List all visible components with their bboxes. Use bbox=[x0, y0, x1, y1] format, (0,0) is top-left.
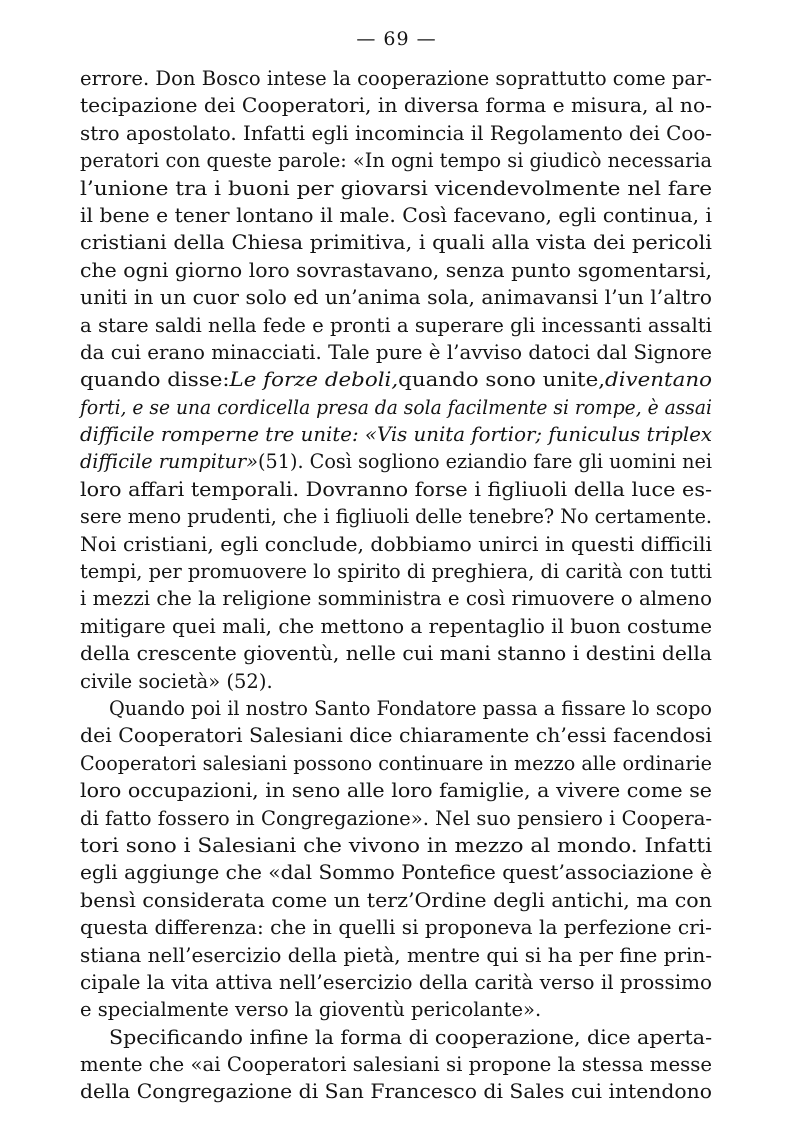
text-segment: egli aggiunge che «dal Sommo Pontefice quest’associazione è bbox=[80, 861, 713, 885]
text-line bbox=[0, 448, 793, 475]
text-line-content bbox=[80, 202, 712, 229]
text-line bbox=[0, 92, 793, 119]
text-segment: quando sono unite, bbox=[398, 368, 606, 392]
text-line bbox=[0, 1024, 793, 1051]
text-line bbox=[0, 969, 793, 996]
text-line-content bbox=[80, 942, 712, 969]
text-segment: loro occupazioni, in seno alle loro famiglie, a vivere come se bbox=[80, 779, 713, 803]
text-line bbox=[0, 914, 793, 941]
text-line bbox=[0, 996, 793, 1023]
text-line-content bbox=[80, 1078, 712, 1105]
text-line bbox=[0, 640, 793, 667]
text-line-content bbox=[80, 120, 712, 147]
text-line-content bbox=[80, 339, 712, 366]
text-segment: civile società» (52). bbox=[80, 669, 273, 693]
body-text bbox=[0, 65, 793, 1106]
text-line-content bbox=[80, 996, 541, 1023]
text-line-content bbox=[80, 1051, 712, 1078]
text-line-content bbox=[80, 503, 712, 530]
text-segment: e specialmente verso la gioventù pericolante». bbox=[80, 998, 542, 1022]
page-number: — 69 — bbox=[356, 28, 437, 50]
text-line-content bbox=[80, 312, 712, 339]
text-line-content bbox=[80, 476, 712, 503]
text-line bbox=[0, 229, 793, 256]
text-line bbox=[0, 558, 793, 585]
text-line bbox=[0, 722, 793, 749]
text-segment: tori sono i Salesiani che vivono in mezzo al mondo. Infatti bbox=[80, 833, 713, 857]
text-segment: loro affari temporali. Dovranno forse i figliuoli della luce es- bbox=[80, 477, 712, 501]
text-segment: uniti in un cuor solo ed un’anima sola, animavansi l’un l’altro bbox=[80, 286, 713, 310]
text-line-content bbox=[80, 887, 712, 914]
text-line-content bbox=[80, 257, 712, 284]
text-line bbox=[0, 695, 793, 722]
italic-segment: forti, e se una cordicella presa da sola facilmente si rompe, è assai bbox=[80, 395, 713, 419]
text-segment: sere meno prudenti, che i figliuoli delle tenebre? No certamente. bbox=[80, 505, 713, 529]
text-line-content bbox=[80, 722, 712, 749]
text-line bbox=[0, 750, 793, 777]
text-line bbox=[0, 613, 793, 640]
text-line-content bbox=[109, 1024, 712, 1051]
text-segment: il bene e tener lontano il male. Così facevano, egli continua, i bbox=[80, 203, 713, 227]
italic-segment: difficile romperne tre unite: «Vis unita fortior; funiculus triplex bbox=[80, 423, 713, 447]
text-line bbox=[0, 476, 793, 503]
text-line-content bbox=[80, 531, 712, 558]
text-line-content bbox=[80, 65, 712, 92]
text-line bbox=[0, 366, 793, 393]
text-line bbox=[0, 339, 793, 366]
text-line-content bbox=[80, 750, 712, 777]
text-line bbox=[0, 120, 793, 147]
text-segment: a stare saldi nella fede e pronti a superare gli incessanti assalti bbox=[80, 313, 712, 337]
text-line bbox=[0, 859, 793, 886]
text-line-content bbox=[80, 558, 712, 585]
text-line-content bbox=[80, 284, 712, 311]
text-line-content bbox=[80, 668, 273, 695]
text-line bbox=[0, 65, 793, 92]
text-line-content bbox=[80, 92, 712, 119]
text-line-content bbox=[80, 147, 712, 174]
text-line-content bbox=[80, 585, 712, 612]
italic-segment: difficile rumpitur» bbox=[80, 450, 259, 474]
text-line-content bbox=[80, 366, 712, 393]
text-line bbox=[0, 394, 793, 421]
text-line-content bbox=[80, 229, 712, 256]
text-line-content bbox=[80, 421, 712, 448]
text-line-content bbox=[80, 859, 712, 886]
text-line-content bbox=[80, 640, 712, 667]
italic-segment: diventano bbox=[605, 368, 712, 392]
text-segment: errore. Don Bosco intese la cooperazione soprattutto come par- bbox=[80, 67, 713, 90]
text-segment: (51). Così sogliono eziandio fare gli uomini nei bbox=[258, 450, 713, 474]
text-segment: cristiani della Chiesa primitiva, i quali alla vista dei pericoli bbox=[80, 231, 712, 255]
text-segment: di fatto fossero in Congregazione». Nel suo pensiero i Coopera- bbox=[80, 806, 713, 830]
text-line bbox=[0, 805, 793, 832]
text-segment: Quando poi il nostro Santo Fondatore passa a fissare lo scopo bbox=[109, 696, 713, 720]
text-line bbox=[0, 202, 793, 229]
text-line bbox=[0, 147, 793, 174]
italic-segment: Le forze deboli, bbox=[229, 368, 399, 392]
text-segment: cipale la vita attiva nell’esercizio della carità verso il prossimo bbox=[80, 970, 713, 994]
text-segment: da cui erano minacciati. Tale pure è l’avviso datoci dal Signore bbox=[80, 340, 712, 364]
text-line bbox=[0, 585, 793, 612]
text-segment: mitigare quei mali, che mettono a repentaglio il buon costume bbox=[80, 614, 713, 638]
text-line bbox=[0, 1078, 793, 1105]
text-line bbox=[0, 257, 793, 284]
text-line bbox=[0, 531, 793, 558]
text-line bbox=[0, 777, 793, 804]
text-line-content bbox=[80, 175, 712, 202]
text-segment: Noi cristiani, egli conclude, dobbiamo unirci in questi difficili bbox=[80, 532, 713, 556]
text-line-content bbox=[80, 448, 712, 475]
text-segment: Specificando infine la forma di cooperazione, dice aperta- bbox=[109, 1025, 713, 1049]
text-line-content bbox=[80, 777, 712, 804]
text-line bbox=[0, 832, 793, 859]
text-line bbox=[0, 503, 793, 530]
text-segment: che ogni giorno loro sovrastavano, senza punto sgomentarsi, bbox=[80, 258, 713, 282]
text-line-content bbox=[80, 613, 712, 640]
text-segment: bensì considerata come un terz’Ordine degli antichi, ma con bbox=[80, 888, 712, 912]
text-segment: stro apostolato. Infatti egli incomincia il Regolamento dei Coo- bbox=[80, 121, 712, 145]
text-segment: Cooperatori salesiani possono continuare in mezzo alle ordinarie bbox=[80, 751, 712, 775]
text-line-content bbox=[80, 969, 712, 996]
text-line-content bbox=[80, 394, 712, 421]
text-line bbox=[0, 668, 793, 695]
text-segment: della crescente gioventù, nelle cui mani stanno i destini della bbox=[80, 642, 713, 666]
text-segment: questa differenza: che in quelli si proponeva la perfezione cri- bbox=[80, 916, 712, 940]
text-segment: i mezzi che la religione somministra e così rimuovere o almeno bbox=[80, 587, 713, 611]
text-segment: stiana nell’esercizio della pietà, mentre qui si ha per fine prin- bbox=[80, 943, 713, 967]
text-segment: tecipazione dei Cooperatori, in diversa forma e misura, al no- bbox=[80, 94, 713, 118]
text-line bbox=[0, 887, 793, 914]
text-segment: quando disse: bbox=[80, 368, 230, 392]
text-line bbox=[0, 421, 793, 448]
text-line bbox=[0, 284, 793, 311]
text-line bbox=[0, 1051, 793, 1078]
text-segment: l’unione tra i buoni per giovarsi vicendevolmente nel fare bbox=[80, 176, 713, 200]
text-segment: mente che «ai Cooperatori salesiani si propone la stessa messe bbox=[80, 1053, 712, 1077]
text-line-content bbox=[80, 805, 712, 832]
text-segment: della Congregazione di San Francesco di Sales cui intendono bbox=[80, 1080, 713, 1104]
text-line-content bbox=[80, 832, 712, 859]
text-segment: tempi, per promuovere lo spirito di preghiera, di carità con tutti bbox=[80, 560, 712, 584]
text-line-content bbox=[80, 914, 712, 941]
text-segment: peratori con queste parole: «In ogni tempo si giudicò necessaria bbox=[80, 149, 712, 173]
text-line bbox=[0, 312, 793, 339]
text-segment: dei Cooperatori Salesiani dice chiaramente ch’essi facendosi bbox=[80, 724, 712, 748]
text-line bbox=[0, 175, 793, 202]
text-line bbox=[0, 942, 793, 969]
text-line-content bbox=[109, 695, 712, 722]
